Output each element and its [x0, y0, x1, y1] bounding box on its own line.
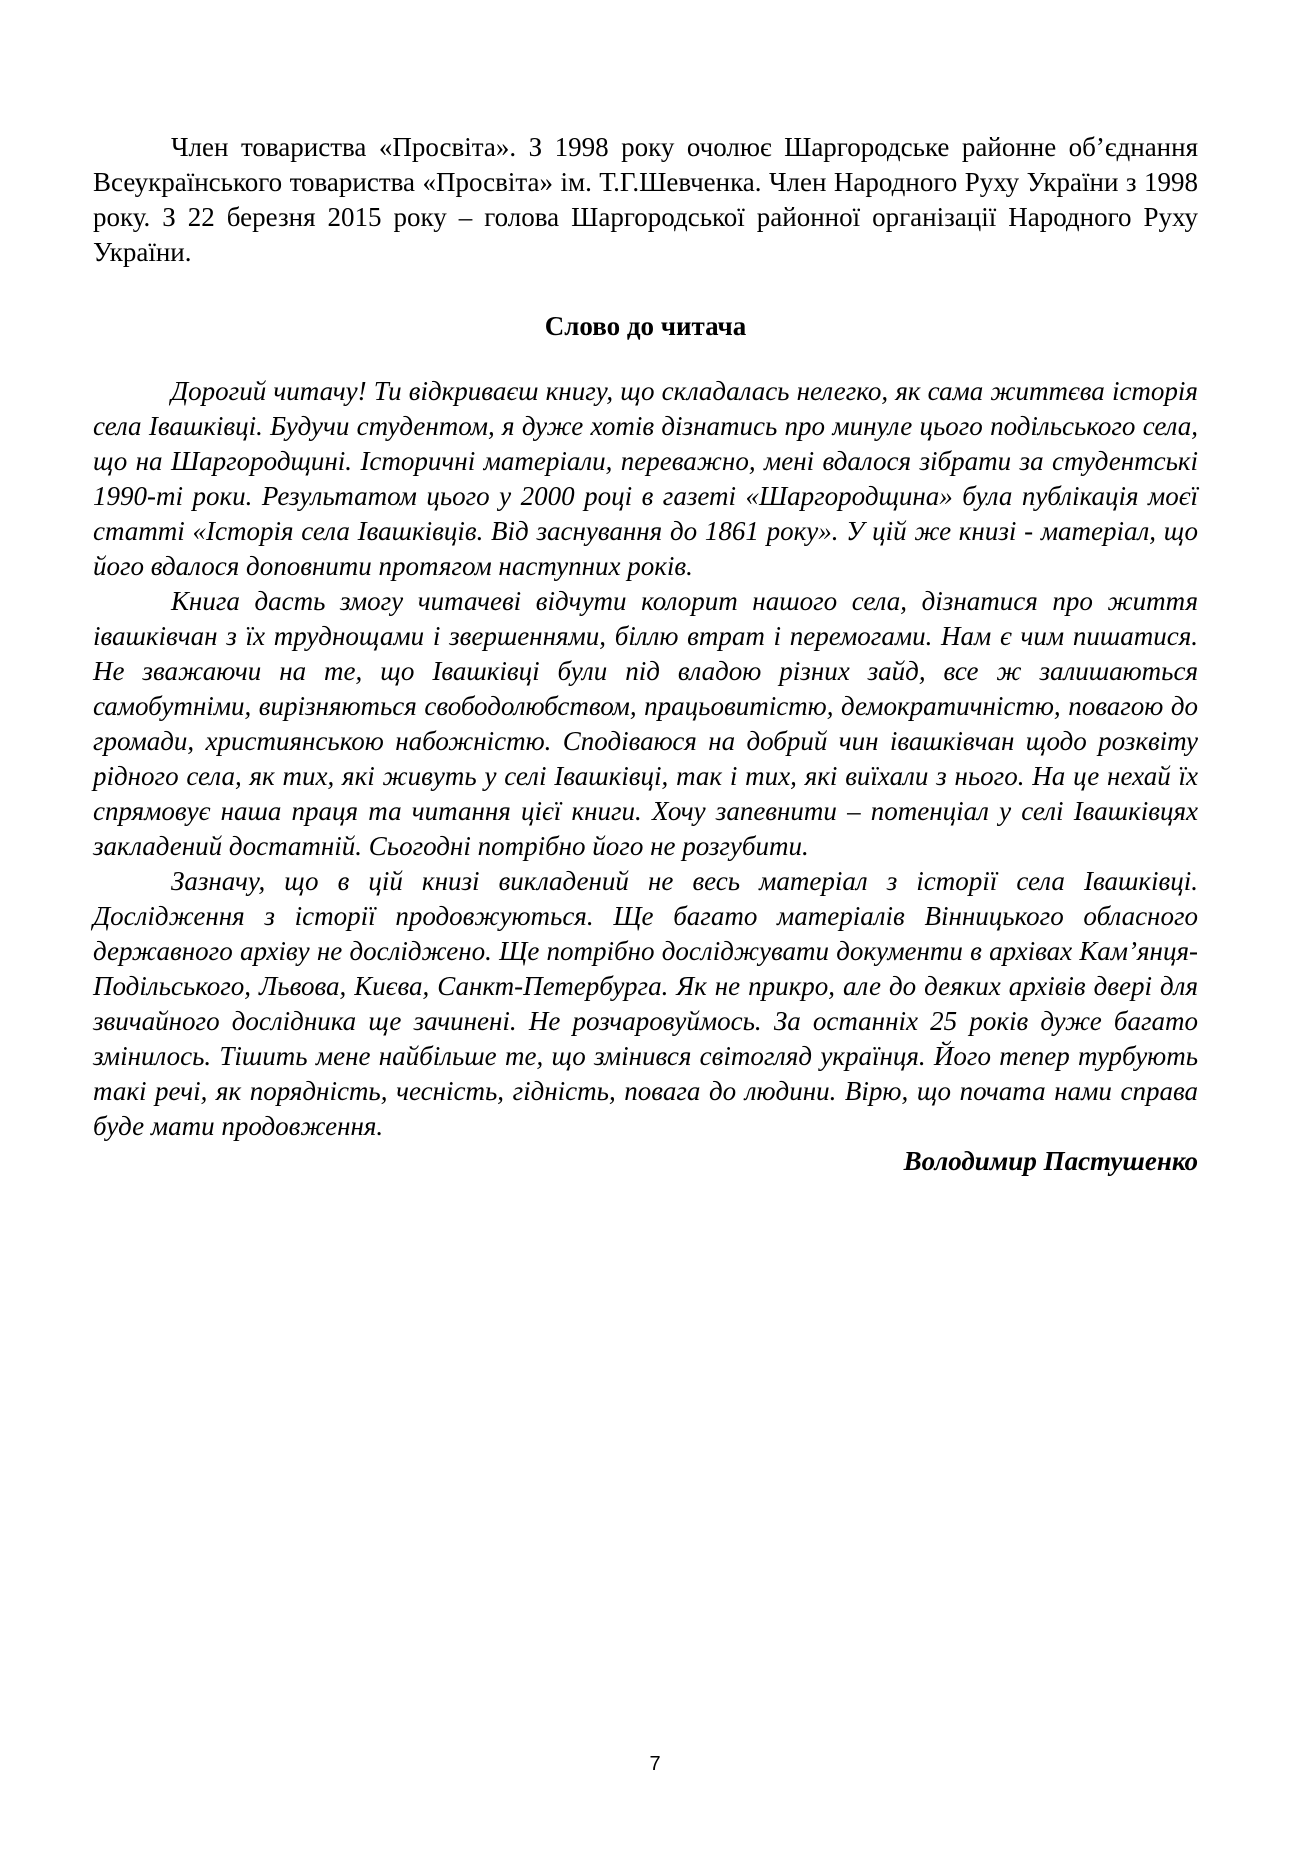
body-paragraph-2: Книга дасть змогу читачеві відчути колорит нашого села, дізнатися про життя івашківчан з їх труднощами і звершеннями, біллю втрат і перемогами. Нам є чим пишатися. Не зважаючи на те, що Івашківці були під владою різних зайд, все ж залишаються самобутніми, вирізняються свободолюбством, працьовитістю, демократичністю, повагою до громади, християнською набожністю. Сподіваюся на добрий чин івашківчан щодо розквіту рідного села, як тих, які живуть у селі Івашківці, так і тих, які виїхали з нього. На це нехай їх спрямовує наша праця та читання цієї книги. Хочу запевнити – потенціал у селі Івашківцях закладений достатній. Сьогодні потрібно його не розгубити. — [93, 586, 1198, 861]
body-paragraph-3: Зазначу, що в цій книзі викладений не весь матеріал з історії села Івашківці. Дослідження з історії продовжуються. Ще багато матеріалів Вінницького обласного державного архіву не досліджено. Ще потрібно досліджувати документи в архівах Кам’янця-Подільського, Львова, Києва, Санкт-Петербурга. Як не прикро, але до деяких архівів двері для звичайного дослідника ще зачинені. Не розчаровуймось. За останніх 25 років дуже багато змінилось. Тішить мене найбільше те, що змінився світогляд українця. Його тепер турбують такі речі, як порядність, чесність, гідність, повага до людини. Вірю, що почата нами справа буде мати продовження. — [93, 866, 1198, 1141]
page-number: 7 — [649, 1753, 661, 1775]
intro-paragraph: Член товариства «Просвіта». З 1998 року очолює Шаргородське районне об’єднання Всеукраїнського товариства «Просвіта» ім. Т.Г.Шевченка. Член Народного Руху України з 1998 року. З 22 березня 2015 року – голова Шаргородської районної організації Народного Руху України. — [93, 132, 1198, 267]
author-signature: Володимир Пастушенко — [903, 1146, 1198, 1176]
section-title: Слово до читача — [544, 311, 747, 341]
page-content — [93, 130, 1198, 1179]
body-paragraph-1: Дорогий читачу! Ти відкриваєш книгу, що складалась нелегко, як сама життєва історія села Івашківці. Будучи студентом, я дуже хотів дізнатись про минуле цього подільського села, що на Шаргородщині. Історичні матеріали, переважно, мені вдалося зібрати за студентські 1990-ті роки. Результатом цього у 2000 році в газеті «Шаргородщина» була публікація моєї статті «Історія села Івашківців. Від заснування до 1861 року». У цій же книзі - матеріал, що його вдалося доповнити протягом наступних років. — [93, 376, 1198, 581]
